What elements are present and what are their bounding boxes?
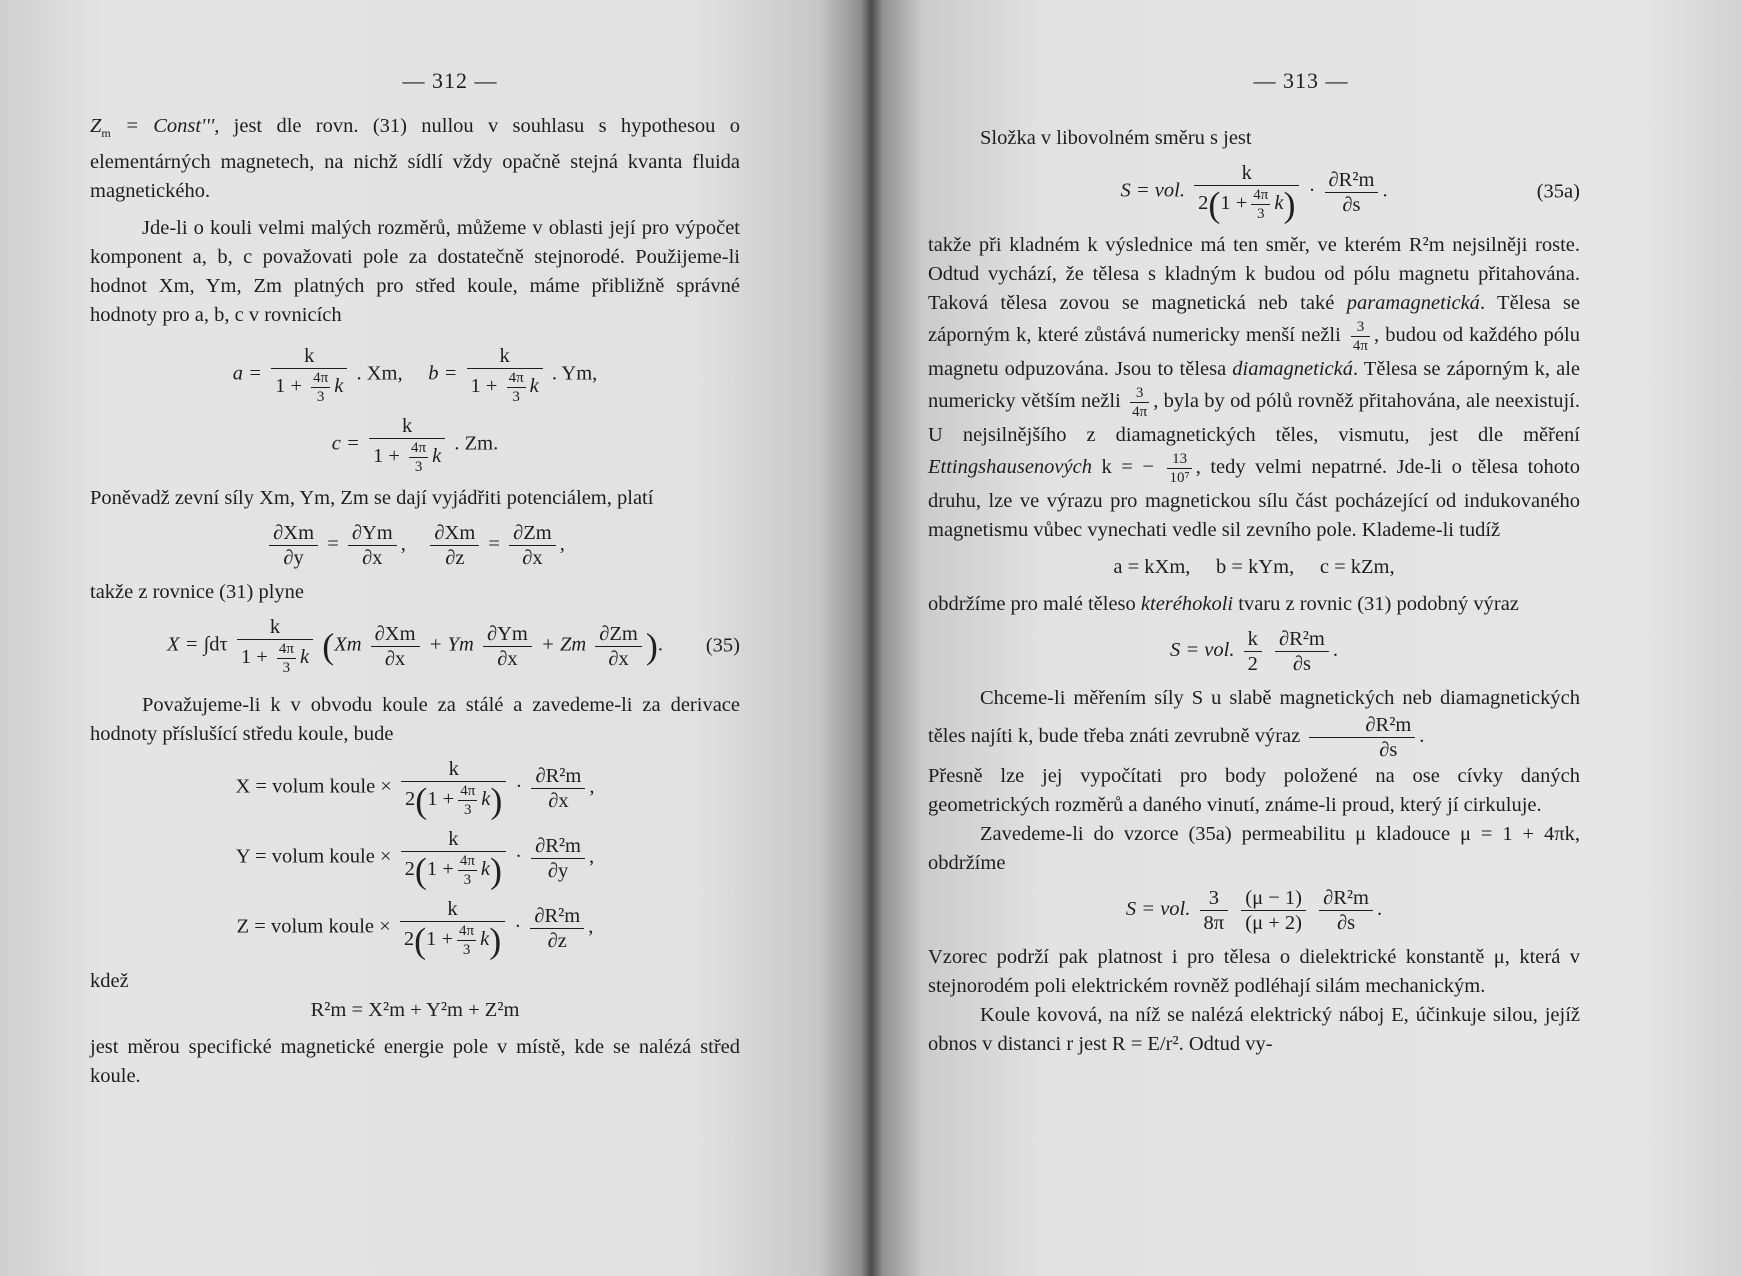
right-page-text	[928, 124, 1580, 1059]
equation-r-squared: R²m = X²m + Y²m + Z²m	[310, 999, 520, 1022]
right-paragraph-6: Vzorec podrží pak platnost i pro tělesa o dielektrické konstantě μ, která v stejnorodém poli elektrickém rovněž podléhají silám mechanickým.	[928, 946, 1580, 997]
equation-35: X = ∫dτ k 1 + $\frac{4\pi}{3}$ k (Xm $\frac{\partial Xm}{\partial x}$ + Ym $\frac{\partial Ym}{\partial x}$ + Zm $\frac{\partial Zm}{\partial x}$ ). (35)	[166, 616, 740, 677]
right-paragraph-7: Koule kovová, na níž se nalézá elektrický náboj E, účinkuje silou, jejíž obnos v distanci r jest R = E/r². Odtud vy-	[928, 1004, 1580, 1055]
fraction-k-over: k 1 + $\frac{4\pi}{3}$ k	[271, 344, 347, 406]
left-word-kdez: kdež	[90, 970, 129, 993]
fraction-k-over-b: k 1 + $\frac{4\pi}{3}$ k	[467, 344, 543, 406]
left-paragraph-5: Považujeme-li k v obvodu koule za stálé a zavedeme-li za derivace hodnoty příslušící středu koule, bude	[90, 694, 740, 746]
equation-mu: S = vol. $\frac{3}{8\pi}$ $\frac{(\mu - 1)}{(\mu + 2)}$ $\frac{\text{∂R²m}}{\partial s}$ .	[1125, 887, 1383, 934]
right-paragraph-4: Chceme-li měřením síly S u slabě magnetických neb diamagnetických těles najíti k, bude třeba znáti zevrubně výraz $\frac{\text{∂R²m}}{\partial s}$ .	[928, 687, 1580, 761]
right-paragraph-1: Složka v libovolném směru s jest	[980, 127, 1252, 149]
equation-ab: a = k 1 + $\frac{4\pi}{3}$ k . Xm, b = k 1 + $\frac{4\pi}{3}$ k . Ym,	[232, 345, 598, 406]
right-paragraph-4b: Přesně lze jej vypočítati pro body položené na ose cívky daných geometrických rozměrů a daného vinutí, známe-li proud, který jí cirkuluje.	[928, 765, 1580, 816]
equation-potential: $\frac{\partial Xm}{\partial y}$ = $\frac{\partial Ym}{\partial x}$ , $\frac{\partial Xm}{\partial z}$ = $\frac{\partial Zm}{\partial x}$ ,	[90, 521, 740, 570]
page-number-313: — 313 —	[1253, 68, 1349, 93]
left-paragraph-3: Poněvadž zevní síly Xm, Ym, Zm se dají vyjádřiti potenciálem, platí	[90, 487, 654, 510]
equation-kxm: a = kXm, b = kYm, c = kZm,	[1113, 556, 1395, 578]
equation-number-35: (35)	[705, 634, 740, 657]
page-number-312: — 312 —	[402, 68, 498, 93]
equation-c: c = k 1 + $\frac{4\pi}{3}$ k . Zm.	[331, 415, 499, 476]
left-paragraph-4: takže z rovnice (31) plyne	[90, 581, 305, 604]
equation-s-simple: S = vol. $\frac{k}{2}$ $\frac{\text{∂R²m}}{\partial s}$ .	[1169, 628, 1339, 675]
equation-35a: S = vol. k 2(1 + $\frac{4\pi}{3}$ k) · $\frac{\text{∂R²m}}{\partial s}$ . (35a)	[1120, 162, 1580, 225]
right-paragraph-2: takže při kladném k výslednice má ten směr, ve kterém R²m nejsilněji roste. Odtud vychází, že tělesa s kladným k budou od pólu magnetu přitahována. Taková tělesa zovou se magnetická neb také paramagnetická. Tělesa se záporným k, které zůstává numericky menší nežli $\frac{3}{4\pi}$ , budou od každého pólu magnetu odpuzována. Jsou to tělesa diamagnetická. Tělesa se záporným k, ale numericky větším nežli $\frac{3}{4\pi}$ , byla by od pólů rovněž přitahována, ale neexistují. U nejsilnějšího z diamagnetických těles, vismutu, jest dle měření Ettingshausenových k = − $\frac{13}{\text{10⁷}}$ , tedy velmi nepatrné. Jde-li o tělesa tohoto druhu, lze ve výrazu pro magnetickou sílu část pocházející od indukovaného magnetismu vůbec vynechati vedle sil zevního pole. Klademe-li tudíž	[928, 234, 1581, 541]
left-page	[0, 0, 840, 1276]
equation-volum-z: Z = volum koule × k 2(1 + $\frac{4\pi}{3}$ k) · $\frac{\text{∂R²m}}{\partial z}$ ,	[236, 898, 594, 961]
right-paragraph-3: obdržíme pro malé těleso kteréhokoli tvaru z rovnic (31) podobný výraz	[928, 593, 1519, 615]
equation-volum-y: Y = volum koule × k 2(1 + $\frac{4\pi}{3}$ k) · $\frac{\text{∂R²m}}{\partial y}$ ,	[235, 828, 595, 891]
left-paragraph-1: $Z_m$ = Const''', jest dle rovn. (31) nullou v souhlasu s hypothesou o elementárných magnetech, na nichž sídlí vždy opačně stejná kvanta fluida magnetického.	[90, 115, 740, 203]
left-paragraph-6: jest měrou specifické magnetické energie pole v místě, kde se nalézá střed koule.	[90, 1036, 740, 1088]
left-page-text	[90, 112, 740, 1091]
equation-number-35a: (35a)	[1536, 180, 1580, 203]
left-paragraph-2: Jde-li o kouli velmi malých rozměrů, můžeme v oblasti její pro výpočet komponent a, b, c považovati pole za dostatečně stejnorodé. Použijeme-li hodnot Xm, Ym, Zm platných pro střed koule, máme přibližně správné hodnoty pro a, b, c v rovnicích	[90, 217, 740, 327]
equation-volum-x: X = volum koule × k 2(1 + $\frac{4\pi}{3}$ k) · $\frac{\text{∂R²m}}{\partial x}$ ,	[235, 758, 595, 821]
right-page	[900, 0, 1742, 1276]
right-paragraph-5: Zavedeme-li do vzorce (35a) permeabilitu μ kladouce μ = 1 + 4πk, obdržíme	[928, 823, 1580, 874]
